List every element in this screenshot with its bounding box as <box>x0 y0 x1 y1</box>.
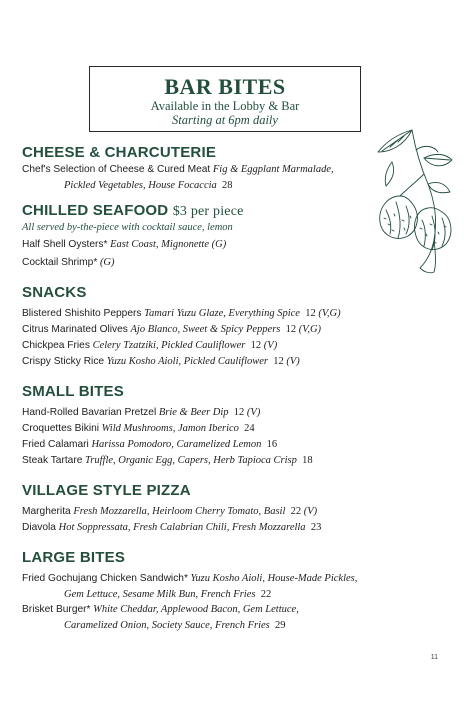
item-desc: Yuzu Kosho Aioli, House-Made Pickles, <box>190 573 358 584</box>
item-price: 23 <box>310 522 322 533</box>
section-cheese-charcuterie <box>22 143 452 193</box>
menu-title: BAR BITES <box>164 74 286 99</box>
item-name: Cocktail Shrimp* <box>22 257 98 268</box>
section-title <box>22 201 452 221</box>
page-number: 11 <box>430 654 438 661</box>
item-name: Fried Calamari <box>22 439 89 450</box>
item-desc: Tamari Yuzu Glaze, Everything Spice <box>144 308 300 319</box>
section-large-bites <box>22 548 452 633</box>
item-desc: Fresh Mozzarella, Heirloom Cherry Tomato, Basil <box>73 506 286 517</box>
item-price: 28 <box>222 180 233 191</box>
item-name: Chickpea Fries <box>22 340 90 351</box>
item-name: Hand-Rolled Bavarian Pretzel <box>22 407 157 418</box>
item-name: Croquettes Bikini <box>22 423 100 434</box>
item-name: Blistered Shishito Peppers <box>22 308 142 319</box>
item-price: 12 <box>305 308 316 319</box>
item-price: 16 <box>266 439 278 450</box>
menu-item <box>22 306 452 322</box>
section-title: LARGE BITES <box>22 549 126 566</box>
section-village-style-pizza <box>22 481 452 536</box>
item-tag: (V) <box>303 506 318 517</box>
item-desc: (G) <box>99 257 115 268</box>
item-name: Crispy Sticky Rice <box>22 356 105 367</box>
item-tag: (V,G) <box>318 308 341 319</box>
item-price: 12 <box>250 340 262 351</box>
section-title: CHEESE & CHARCUTERIE <box>22 144 217 161</box>
menu-subtitle: Available in the Lobby & Bar <box>150 99 300 113</box>
item-price: 24 <box>244 423 255 434</box>
price-note: $3 per piece <box>172 204 244 219</box>
section-title: SNACKS <box>22 284 87 301</box>
item-desc: Harissa Pomodoro, Caramelized Lemon <box>91 439 262 450</box>
item-desc: Brie & Beer Dip <box>158 407 229 418</box>
item-desc-cont <box>22 587 452 602</box>
item-desc: Wild Mushrooms, Jamon Iberico <box>101 423 239 434</box>
menu-item <box>22 520 452 536</box>
item-price: 12 <box>285 324 297 335</box>
section-note: All served by-the-piece with cocktail sauce, lemon <box>22 222 233 233</box>
item-price: 22 <box>260 589 272 600</box>
item-desc: Fig & Eggplant Marmalade, <box>212 164 334 175</box>
section-title: VILLAGE STYLE PIZZA <box>22 482 191 499</box>
item-name: Diavola <box>22 522 56 533</box>
title-box <box>89 66 361 132</box>
section-snacks <box>22 283 452 370</box>
item-desc: Yuzu Kosho Aioli, Pickled Cauliflower <box>106 356 269 367</box>
item-name: Half Shell Oysters* <box>22 239 108 250</box>
item-desc: Ajo Blanco, Sweet & Spicy Peppers <box>130 324 281 335</box>
item-desc-cont-text: Gem Lettuce, Sesame Milk Bun, French Fries <box>64 589 256 600</box>
item-desc: East Coast, Mignonette (G) <box>110 239 227 250</box>
section-title-text: CHILLED SEAFOOD <box>22 202 169 219</box>
menu-item <box>22 602 452 633</box>
item-price: 18 <box>302 455 313 466</box>
item-name: Margherita <box>22 506 71 517</box>
item-name: Citrus Marinated Olives <box>22 324 128 335</box>
menu-item <box>22 322 452 338</box>
section-chilled-seafood <box>22 201 452 271</box>
item-name: Steak Tartare <box>22 455 83 466</box>
menu-hours: Starting at 6pm daily <box>172 113 278 127</box>
menu-item <box>22 338 452 354</box>
item-price: 29 <box>275 620 286 631</box>
item-name: Chef's Selection of Cheese & Cured Meat <box>22 164 211 175</box>
item-desc: Celery Tzatziki, Pickled Cauliflower <box>92 340 246 351</box>
menu-item <box>22 571 452 602</box>
menu-item <box>22 255 452 271</box>
menu-item <box>22 237 452 253</box>
item-tag: (V) <box>286 356 300 367</box>
item-name: Brisket Burger* <box>22 604 91 615</box>
menu-item <box>22 162 452 193</box>
menu-item <box>22 504 452 520</box>
menu-item <box>22 421 452 437</box>
menu-item <box>22 437 452 453</box>
item-price: 12 <box>273 356 284 367</box>
section-small-bites <box>22 382 452 469</box>
section-title: SMALL BITES <box>22 383 124 400</box>
item-desc: White Cheddar, Applewood Bacon, Gem Lettuce, <box>93 604 299 615</box>
item-desc: Truffle, Organic Egg, Capers, Herb Tapioca Crisp <box>85 455 297 466</box>
menu-item <box>22 405 452 421</box>
menu-content <box>22 143 452 633</box>
item-desc-cont-text: Caramelized Onion, Society Sauce, French Fries <box>64 620 270 631</box>
item-desc-cont-text: Pickled Vegetables, House Focaccia <box>64 180 217 191</box>
item-price: 22 <box>290 506 302 517</box>
item-name: Fried Gochujang Chicken Sandwich* <box>22 573 188 584</box>
item-desc-cont <box>22 178 452 193</box>
menu-item <box>22 453 452 469</box>
item-desc: Hot Soppressata, Fresh Calabrian Chili, Fresh Mozzarella <box>58 522 306 533</box>
item-tag: (V,G) <box>298 324 322 335</box>
item-tag: (V) <box>263 340 278 351</box>
item-price: 12 <box>233 407 245 418</box>
menu-item <box>22 354 452 370</box>
item-tag: (V) <box>246 407 261 418</box>
item-desc-cont <box>22 618 452 633</box>
